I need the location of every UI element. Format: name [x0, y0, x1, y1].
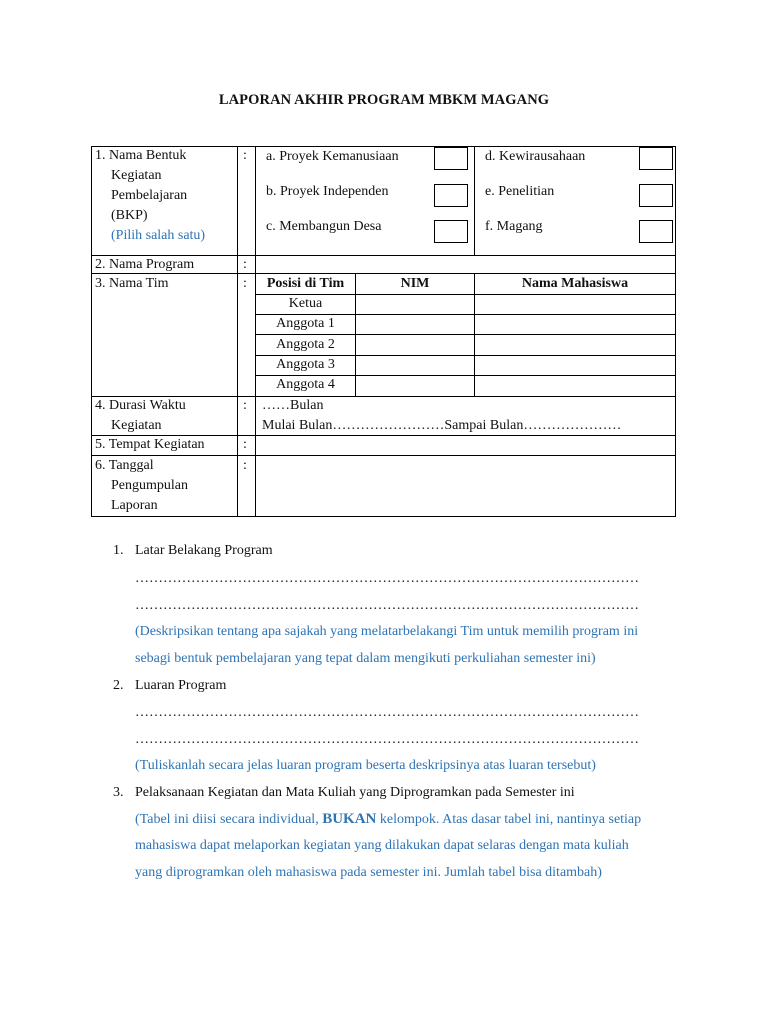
- checkbox-magang[interactable]: [639, 220, 673, 243]
- section-1-hint-1: (Deskripsikan tentang apa sajakah yang melatarbelakangi Tim untuk memilih program ini: [135, 624, 639, 639]
- section-3-hint-bukan: BUKAN: [322, 811, 377, 827]
- section-1-hint-2: sebagi bentuk pembelajaran yang tepat dalam mengikuti perkuliahan semester ini): [135, 651, 596, 666]
- bkp-label-line3: Pembelajaran: [111, 188, 188, 203]
- option-penelitian: e. Penelitian: [485, 184, 555, 199]
- checkbox-kewirausahaan[interactable]: [639, 147, 673, 170]
- section-3-hint-3: yang diprogramkan oleh mahasiswa pada semester ini. Jumlah tabel bisa ditambah): [135, 865, 602, 880]
- team-label: 3. Nama Tim: [95, 276, 169, 291]
- team-row-anggota-3: Anggota 3: [276, 357, 335, 372]
- option-kewirausahaan: d. Kewirausahaan: [485, 149, 586, 164]
- checkbox-proyek-independen[interactable]: [434, 184, 468, 207]
- checkbox-membangun-desa[interactable]: [434, 220, 468, 243]
- section-1-dots-2: ………………………………………………………………………………………………: [135, 598, 639, 613]
- section-2-dots-1: ………………………………………………………………………………………………: [135, 705, 639, 720]
- option-membangun-desa: c. Membangun Desa: [266, 219, 382, 234]
- section-2-dots-2: ………………………………………………………………………………………………: [135, 732, 639, 747]
- section-2-heading: Luaran Program: [135, 678, 227, 693]
- colon: :: [243, 276, 247, 291]
- date-label-line2: Pengumpulan: [111, 478, 188, 493]
- section-3-heading: Pelaksanaan Kegiatan dan Mata Kuliah yang Diprogramkan pada Semester ini: [135, 785, 575, 800]
- section-3-hint-post: kelompok. Atas dasar tabel ini, nantinya setiap: [376, 812, 642, 827]
- bkp-label-line2: Kegiatan: [111, 168, 162, 183]
- section-1-dots-1: ………………………………………………………………………………………………: [135, 571, 639, 586]
- colon: :: [243, 398, 247, 413]
- option-proyek-kemanusiaan: a. Proyek Kemanusiaan: [266, 149, 399, 164]
- checkbox-proyek-kemanusiaan[interactable]: [434, 147, 468, 170]
- place-label: 5. Tempat Kegiatan: [95, 437, 205, 452]
- date-label-line3: Laporan: [111, 498, 158, 513]
- duration-range: Mulai Bulan……………………Sampai Bulan…………………: [262, 418, 622, 433]
- option-magang: f. Magang: [485, 219, 543, 234]
- section-2-hint-1: (Tuliskanlah secara jelas luaran program beserta deskripsinya atas luaran tersebut): [135, 758, 596, 773]
- bkp-hint: (Pilih salah satu): [111, 228, 206, 243]
- team-row-anggota-2: Anggota 2: [276, 337, 335, 352]
- section-2-number: 2.: [113, 678, 124, 693]
- program-label: 2. Nama Program: [95, 257, 195, 272]
- team-header-name: Nama Mahasiswa: [521, 276, 629, 291]
- checkbox-penelitian[interactable]: [639, 184, 673, 207]
- colon: :: [243, 148, 247, 163]
- team-row-ketua: Ketua: [288, 296, 323, 311]
- duration-label-line1: 4. Durasi Waktu: [95, 398, 186, 413]
- bkp-label-line4: (BKP): [111, 208, 148, 223]
- date-label-line1: 6. Tanggal: [95, 458, 154, 473]
- bkp-label-line1: 1. Nama Bentuk: [95, 148, 187, 163]
- program-input[interactable]: [257, 256, 673, 272]
- colon: :: [243, 437, 247, 452]
- section-3-hint-2: mahasiswa dapat melaporkan kegiatan yang dilakukan dapat selaras dengan mata kuliah: [135, 838, 629, 853]
- section-1-heading: Latar Belakang Program: [135, 543, 273, 558]
- section-3-hint-1: [135, 811, 641, 828]
- page-title: LAPORAN AKHIR PROGRAM MBKM MAGANG: [218, 92, 550, 108]
- team-row-anggota-4: Anggota 4: [276, 377, 335, 392]
- duration-label-line2: Kegiatan: [111, 418, 162, 433]
- section-3-hint-pre: (Tabel ini diisi secara individual,: [135, 812, 323, 827]
- section-3-number: 3.: [113, 785, 124, 800]
- team-header-position: Posisi di Tim: [266, 276, 345, 291]
- duration-months: ……Bulan: [262, 398, 324, 413]
- team-row-anggota-1: Anggota 1: [276, 316, 335, 331]
- section-1-number: 1.: [113, 543, 124, 558]
- option-proyek-independen: b. Proyek Independen: [266, 184, 389, 199]
- colon: :: [243, 458, 247, 473]
- colon: :: [243, 257, 247, 272]
- team-header-nim: NIM: [400, 276, 430, 291]
